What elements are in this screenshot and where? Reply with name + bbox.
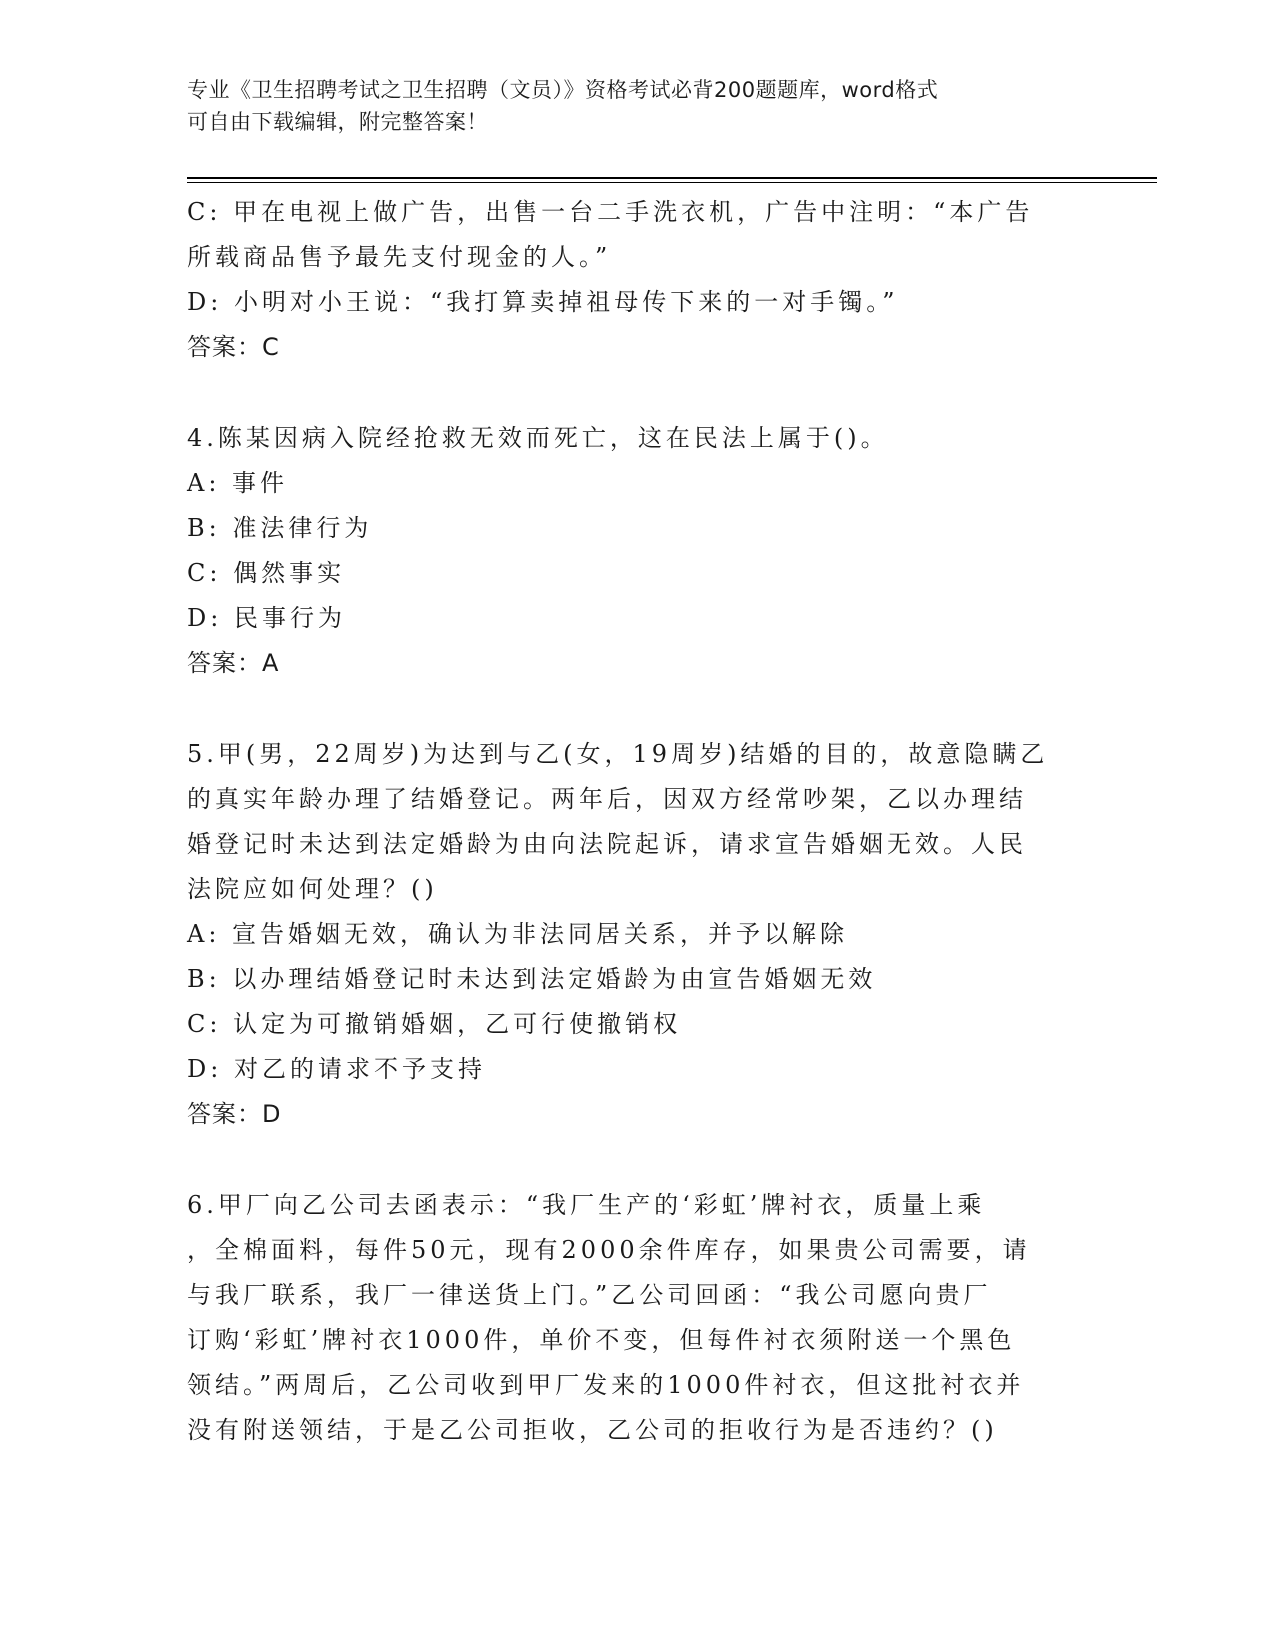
header-rule-thick bbox=[187, 177, 1157, 179]
q6-stem-line-4: 订购‘彩虹’牌衬衣1000件，单价不变，但每件衬衣须附送一个黑色 bbox=[187, 1326, 1016, 1354]
q4-answer: 答案：A bbox=[187, 649, 280, 677]
q4-stem: 4.陈某因病入院经抢救无效而死亡，这在民法上属于()。 bbox=[187, 424, 889, 452]
question-4 bbox=[187, 416, 1087, 686]
question-5 bbox=[187, 732, 1087, 1137]
spacer bbox=[187, 370, 1087, 416]
q5-stem-line-3: 婚登记时未达到法定婚龄为由向法院起诉，请求宣告婚姻无效。人民 bbox=[187, 830, 1027, 858]
q3-option-c-line-1: C: 甲在电视上做广告，出售一台二手洗衣机，广告中注明：“本广告 bbox=[187, 198, 1034, 226]
q5-option-c: C: 认定为可撤销婚姻，乙可行使撤销权 bbox=[187, 1010, 682, 1038]
spacer bbox=[187, 1137, 1087, 1183]
q3-option-d: D: 小明对小王说：“我打算卖掉祖母传下来的一对手镯。” bbox=[187, 288, 899, 316]
header-rule-thin bbox=[187, 182, 1157, 183]
q4-option-b: B: 准法律行为 bbox=[187, 514, 373, 542]
q5-stem-line-1: 5.甲(男，22周岁)为达到与乙(女，19周岁)结婚的目的，故意隐瞒乙 bbox=[187, 740, 1049, 768]
q5-answer: 答案：D bbox=[187, 1100, 282, 1128]
q3-option-c-line-2: 所载商品售予最先支付现金的人。” bbox=[187, 243, 612, 271]
q6-stem-line-3: 与我厂联系，我厂一律送货上门。”乙公司回函：“我公司愿向贵厂 bbox=[187, 1281, 992, 1309]
q6-stem-line-5: 领结。”两周后，乙公司收到甲厂发来的1000件衬衣，但这批衬衣并 bbox=[187, 1371, 1025, 1399]
header-line-1: 专业《卫生招聘考试之卫生招聘（文员）》资格考试必背200题题库，word格式 bbox=[187, 78, 939, 102]
q3-answer: 答案：C bbox=[187, 333, 280, 361]
q4-option-a: A: 事件 bbox=[187, 469, 289, 497]
question-3-tail bbox=[187, 190, 1087, 370]
q6-stem-line-1: 6.甲厂向乙公司去函表示：“我厂生产的‘彩虹’牌衬衣，质量上乘 bbox=[187, 1191, 986, 1219]
q5-stem-line-2: 的真实年龄办理了结婚登记。两年后，因双方经常吵架，乙以办理结 bbox=[187, 785, 1027, 813]
header-line-2: 可自由下载编辑，附完整答案！ bbox=[187, 110, 488, 134]
spacer bbox=[187, 686, 1087, 732]
question-content bbox=[187, 190, 1087, 1453]
q4-option-d: D: 民事行为 bbox=[187, 604, 346, 632]
q5-option-a: A: 宣告婚姻无效，确认为非法同居关系，并予以解除 bbox=[187, 920, 849, 948]
question-6 bbox=[187, 1183, 1087, 1453]
q4-option-c: C: 偶然事实 bbox=[187, 559, 346, 587]
document-header bbox=[187, 74, 1087, 138]
q5-option-b: B: 以办理结婚登记时未达到法定婚龄为由宣告婚姻无效 bbox=[187, 965, 877, 993]
q6-stem-line-6: 没有附送领结，于是乙公司拒收，乙公司的拒收行为是否违约？() bbox=[187, 1416, 998, 1444]
q5-stem-line-4: 法院应如何处理？() bbox=[187, 875, 438, 903]
q5-option-d: D: 对乙的请求不予支持 bbox=[187, 1055, 486, 1083]
q6-stem-line-2: ，全棉面料，每件50元，现有2000余件库存，如果贵公司需要，请 bbox=[187, 1236, 1031, 1264]
